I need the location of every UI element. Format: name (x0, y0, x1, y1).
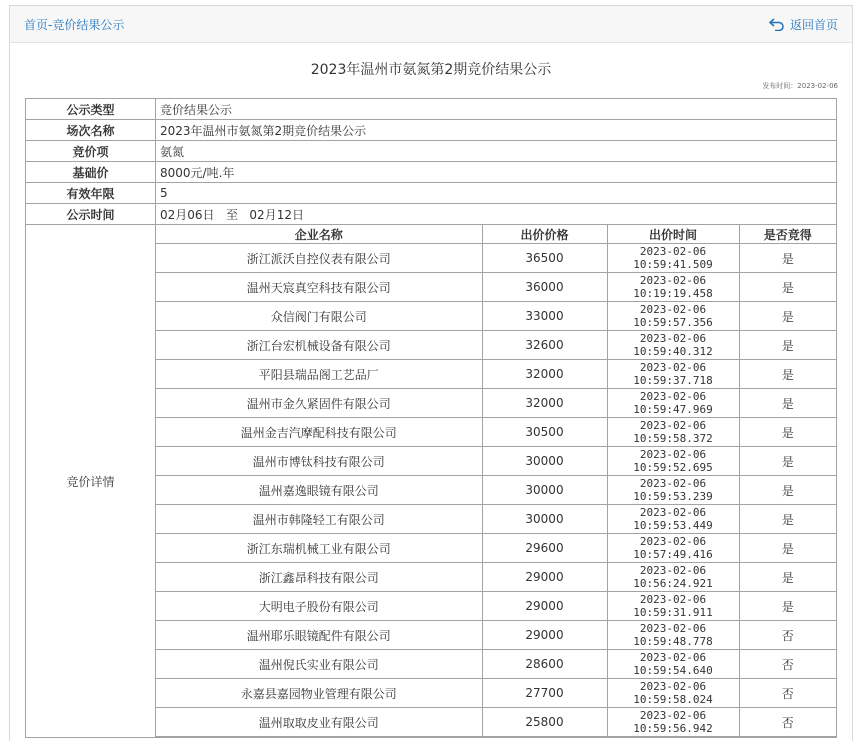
bid-clock: 10:59:58.024 (633, 693, 713, 706)
base-price-value: 8000元/吨.年 (156, 162, 837, 183)
info-row-years (26, 183, 837, 204)
bid-won: 是 (739, 505, 836, 534)
bid-row (156, 708, 836, 737)
bid-won: 是 (739, 563, 836, 592)
publish-time: 发布时间：2023-02-06 (762, 82, 838, 90)
bid-row (156, 650, 836, 679)
bid-company: 永嘉县嘉园物业管理有限公司 (156, 679, 482, 708)
bid-date: 2023-02-06 (639, 245, 707, 258)
session-value: 2023年温州市氨氮第2期竞价结果公示 (156, 120, 837, 141)
bid-price: 29000 (482, 563, 607, 592)
bid-time (607, 592, 739, 621)
bid-company: 浙江东瑞机械工业有限公司 (156, 534, 482, 563)
bid-company: 平阳县瑞品阁工艺品厂 (156, 360, 482, 389)
bid-price: 30000 (482, 447, 607, 476)
bid-price: 36000 (482, 273, 607, 302)
bid-company: 温州市韩隆轻工有限公司 (156, 505, 482, 534)
bid-time (607, 563, 739, 592)
bid-price: 27700 (482, 679, 607, 708)
bid-won: 是 (739, 273, 836, 302)
bid-date: 2023-02-06 (639, 564, 707, 577)
bid-company: 温州取取皮业有限公司 (156, 708, 482, 737)
bid-won: 否 (739, 621, 836, 650)
bid-company: 温州嘉逸眼镜有限公司 (156, 476, 482, 505)
page-title: 2023年温州市氨氮第2期竞价结果公示 (310, 62, 552, 78)
bid-company: 温州金吉汽摩配科技有限公司 (156, 418, 482, 447)
bid-clock: 10:59:40.312 (633, 345, 713, 358)
bid-price: 29600 (482, 534, 607, 563)
bid-company: 浙江台宏机械设备有限公司 (156, 331, 482, 360)
bid-won: 是 (739, 360, 836, 389)
info-row-item (26, 141, 837, 162)
bid-company: 众信阀门有限公司 (156, 302, 482, 331)
bid-row (156, 244, 836, 273)
bid-won: 是 (739, 447, 836, 476)
bid-time (607, 447, 739, 476)
bid-clock: 10:59:53.239 (633, 490, 713, 503)
bid-row (156, 621, 836, 650)
bid-company: 温州天宸真空科技有限公司 (156, 273, 482, 302)
bid-won: 是 (739, 389, 836, 418)
bid-time (607, 331, 739, 360)
bid-date: 2023-02-06 (639, 709, 707, 722)
bid-date: 2023-02-06 (639, 274, 707, 287)
bid-date: 2023-02-06 (639, 448, 707, 461)
price-header: 出价价格 (482, 225, 607, 244)
bid-date: 2023-02-06 (639, 332, 707, 345)
bid-date: 2023-02-06 (639, 390, 707, 403)
bid-price: 30000 (482, 505, 607, 534)
bid-company: 温州倪氏实业有限公司 (156, 650, 482, 679)
bid-clock: 10:59:56.942 (633, 722, 713, 735)
item-label: 竞价项 (26, 141, 156, 162)
bid-price: 36500 (482, 244, 607, 273)
years-label: 有效年限 (26, 183, 156, 204)
bid-date: 2023-02-06 (639, 419, 707, 432)
bid-time (607, 679, 739, 708)
bid-clock: 10:59:58.372 (633, 432, 713, 445)
base-price-label: 基础价 (26, 162, 156, 183)
bid-clock: 10:59:57.356 (633, 316, 713, 329)
type-label: 公示类型 (26, 99, 156, 120)
company-header: 企业名称 (156, 225, 482, 244)
bid-price: 32000 (482, 389, 607, 418)
bid-price: 30500 (482, 418, 607, 447)
bid-won: 是 (739, 534, 836, 563)
won-header: 是否竞得 (739, 225, 836, 244)
info-row-session (26, 120, 837, 141)
bid-time (607, 389, 739, 418)
bid-price: 29000 (482, 592, 607, 621)
bid-date: 2023-02-06 (639, 361, 707, 374)
bid-price: 29000 (482, 621, 607, 650)
bid-company: 浙江鑫昂科技有限公司 (156, 563, 482, 592)
bid-time (607, 244, 739, 273)
bid-won: 是 (739, 244, 836, 273)
item-value: 氨氮 (156, 141, 837, 162)
breadcrumb[interactable]: 首页-竞价结果公示 (24, 18, 125, 32)
bid-time (607, 534, 739, 563)
bid-won: 是 (739, 476, 836, 505)
bid-clock: 10:59:31.911 (633, 606, 713, 619)
period-label: 公示时间 (26, 204, 156, 225)
session-label: 场次名称 (26, 120, 156, 141)
info-row-base-price (26, 162, 837, 183)
top-bar (10, 6, 852, 43)
bid-clock: 10:59:48.778 (633, 635, 713, 648)
bids-header-row (156, 225, 836, 244)
bids-cell (156, 225, 837, 738)
bid-date: 2023-02-06 (639, 622, 707, 635)
bid-row (156, 389, 836, 418)
result-table (25, 98, 837, 738)
bid-won: 是 (739, 331, 836, 360)
bid-clock: 10:59:37.718 (633, 374, 713, 387)
bid-company: 温州市金久紧固件有限公司 (156, 389, 482, 418)
time-header: 出价时间 (607, 225, 739, 244)
return-arrow-icon (769, 18, 784, 31)
bid-company: 浙江派沃自控仪表有限公司 (156, 244, 482, 273)
bid-time (607, 360, 739, 389)
bid-time (607, 273, 739, 302)
bid-time (607, 418, 739, 447)
bid-clock: 10:19:19.458 (633, 287, 713, 300)
bid-row (156, 563, 836, 592)
bid-time (607, 505, 739, 534)
bid-company: 温州耶乐眼镜配件有限公司 (156, 621, 482, 650)
bid-price: 33000 (482, 302, 607, 331)
bid-price: 25800 (482, 708, 607, 737)
bids-table (156, 225, 836, 737)
bid-date: 2023-02-06 (639, 680, 707, 693)
bid-row (156, 447, 836, 476)
bid-company: 大明电子股份有限公司 (156, 592, 482, 621)
bid-price: 30000 (482, 476, 607, 505)
bid-price: 32600 (482, 331, 607, 360)
bid-row (156, 302, 836, 331)
info-row-period (26, 204, 837, 225)
bid-date: 2023-02-06 (639, 303, 707, 316)
bid-won: 否 (739, 650, 836, 679)
bid-row (156, 273, 836, 302)
back-home-label: 返回首页 (789, 18, 838, 32)
info-row-type (26, 99, 837, 120)
bid-row (156, 331, 836, 360)
bid-won: 否 (739, 708, 836, 737)
period-value: 02月06日 至 02月12日 (156, 204, 837, 225)
bid-time (607, 650, 739, 679)
bid-clock: 10:57:49.416 (633, 548, 713, 561)
bid-price: 28600 (482, 650, 607, 679)
detail-label: 竞价详情 (26, 225, 156, 738)
bid-row (156, 534, 836, 563)
back-home-link[interactable] (769, 16, 838, 33)
bid-row (156, 592, 836, 621)
bid-price: 32000 (482, 360, 607, 389)
bid-won: 否 (739, 679, 836, 708)
bid-company: 温州市博钛科技有限公司 (156, 447, 482, 476)
bid-date: 2023-02-06 (639, 535, 707, 548)
bid-date: 2023-02-06 (639, 477, 707, 490)
bid-date: 2023-02-06 (639, 506, 707, 519)
type-value: 竞价结果公示 (156, 99, 837, 120)
bid-clock: 10:59:54.640 (633, 664, 713, 677)
info-row-detail (26, 225, 837, 738)
bid-clock: 10:59:41.509 (633, 258, 713, 271)
bid-row (156, 360, 836, 389)
bid-won: 是 (739, 592, 836, 621)
bid-won: 是 (739, 302, 836, 331)
bid-time (607, 621, 739, 650)
years-value: 5 (156, 183, 837, 204)
bid-time (607, 476, 739, 505)
bid-clock: 10:56:24.921 (633, 577, 713, 590)
bid-date: 2023-02-06 (639, 593, 707, 606)
bid-row (156, 679, 836, 708)
bid-clock: 10:59:47.969 (633, 403, 713, 416)
bid-date: 2023-02-06 (639, 651, 707, 664)
bid-row (156, 476, 836, 505)
bid-time (607, 708, 739, 737)
bid-won: 是 (739, 418, 836, 447)
page-frame (9, 5, 853, 741)
bid-clock: 10:59:53.449 (633, 519, 713, 532)
bid-row (156, 418, 836, 447)
bid-clock: 10:59:52.695 (633, 461, 713, 474)
bid-time (607, 302, 739, 331)
bid-row (156, 505, 836, 534)
